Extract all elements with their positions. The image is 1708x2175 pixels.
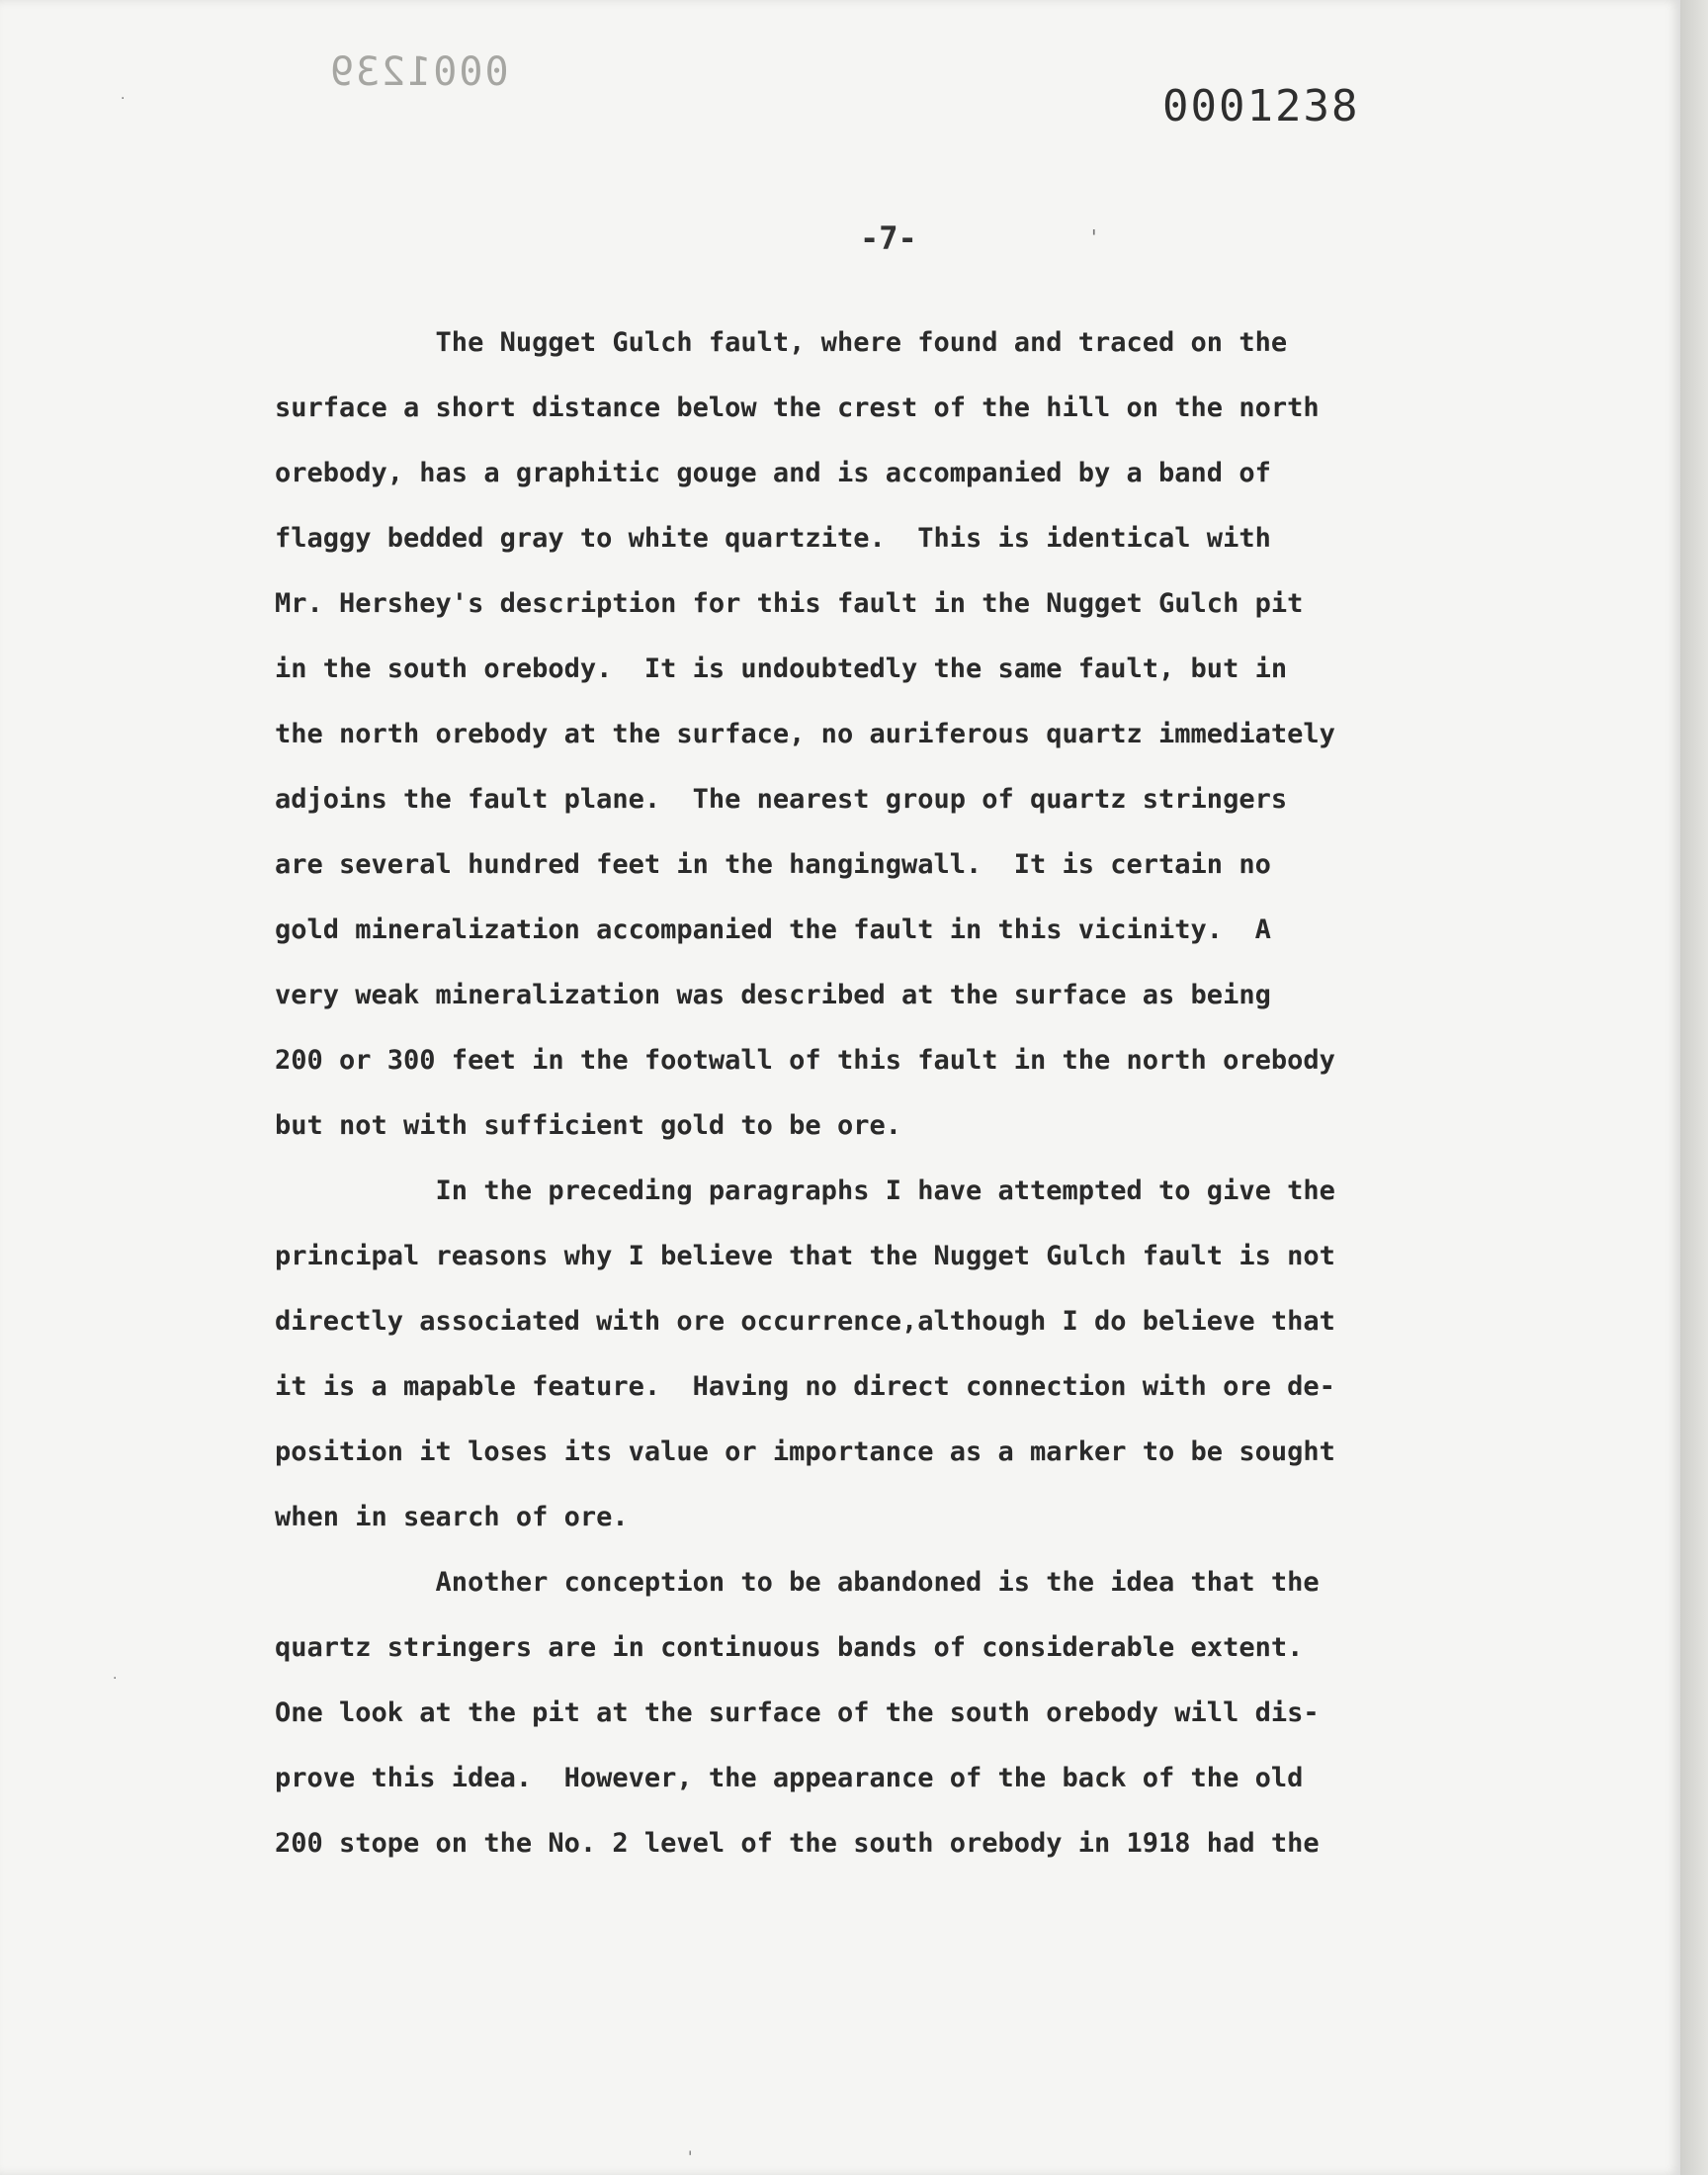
speck-mark: ': [1091, 225, 1097, 249]
text-line: when in search of ore.: [275, 1502, 629, 1532]
text-line: adjoins the fault plane. The nearest group of quartz stringers: [275, 784, 1288, 815]
text-line: position it loses its value or importance as a marker to be sought: [275, 1436, 1335, 1467]
document-stamp: 0001238: [1162, 81, 1360, 131]
text-line: gold mineralization accompanied the fault in this vicinity. A: [275, 914, 1271, 945]
text-line: very weak mineralization was described at the surface as being: [275, 980, 1271, 1010]
text-line: 200 stope on the No. 2 level of the south orebody in 1918 had the: [275, 1828, 1320, 1859]
text-line: One look at the pit at the surface of the south orebody will dis-: [275, 1697, 1320, 1728]
page-number: -7-: [860, 219, 917, 257]
page-edge: [1680, 0, 1708, 2175]
text-line: Another conception to be abandoned is the idea that the: [275, 1567, 1320, 1598]
text-line: prove this idea. However, the appearance of the back of the old: [275, 1763, 1304, 1793]
text-line: the north orebody at the surface, no auriferous quartz immediately: [275, 719, 1335, 749]
body-text: [275, 310, 1589, 1876]
faint-document-stamp: 0001239: [328, 49, 509, 95]
text-line: orebody, has a graphitic gouge and is accompanied by a band of: [275, 458, 1271, 488]
text-line: directly associated with ore occurrence,although I do believe that: [275, 1306, 1335, 1337]
text-line: surface a short distance below the crest of the hill on the north: [275, 392, 1320, 423]
text-line: Mr. Hershey's description for this fault in the Nugget Gulch pit: [275, 588, 1304, 619]
text-line: quartz stringers are in continuous bands of considerable extent.: [275, 1632, 1304, 1663]
text-line: but not with sufficient gold to be ore.: [275, 1110, 901, 1141]
text-line: flaggy bedded gray to white quartzite. This is identical with: [275, 523, 1271, 554]
text-line: in the south orebody. It is undoubtedly the same fault, but in: [275, 653, 1288, 684]
speck-mark: ·: [121, 91, 126, 107]
text-line: principal reasons why I believe that the Nugget Gulch fault is not: [275, 1241, 1335, 1271]
text-line: In the preceding paragraphs I have attempted to give the: [275, 1175, 1335, 1206]
speck-mark: ': [688, 2147, 693, 2166]
text-line: are several hundred feet in the hangingwall. It is certain no: [275, 849, 1271, 880]
text-line: The Nugget Gulch fault, where found and traced on the: [275, 327, 1288, 358]
speck-mark: ·: [113, 1671, 118, 1687]
text-line: it is a mapable feature. Having no direct connection with ore de-: [275, 1371, 1335, 1402]
text-line: 200 or 300 feet in the footwall of this fault in the north orebody: [275, 1045, 1335, 1076]
